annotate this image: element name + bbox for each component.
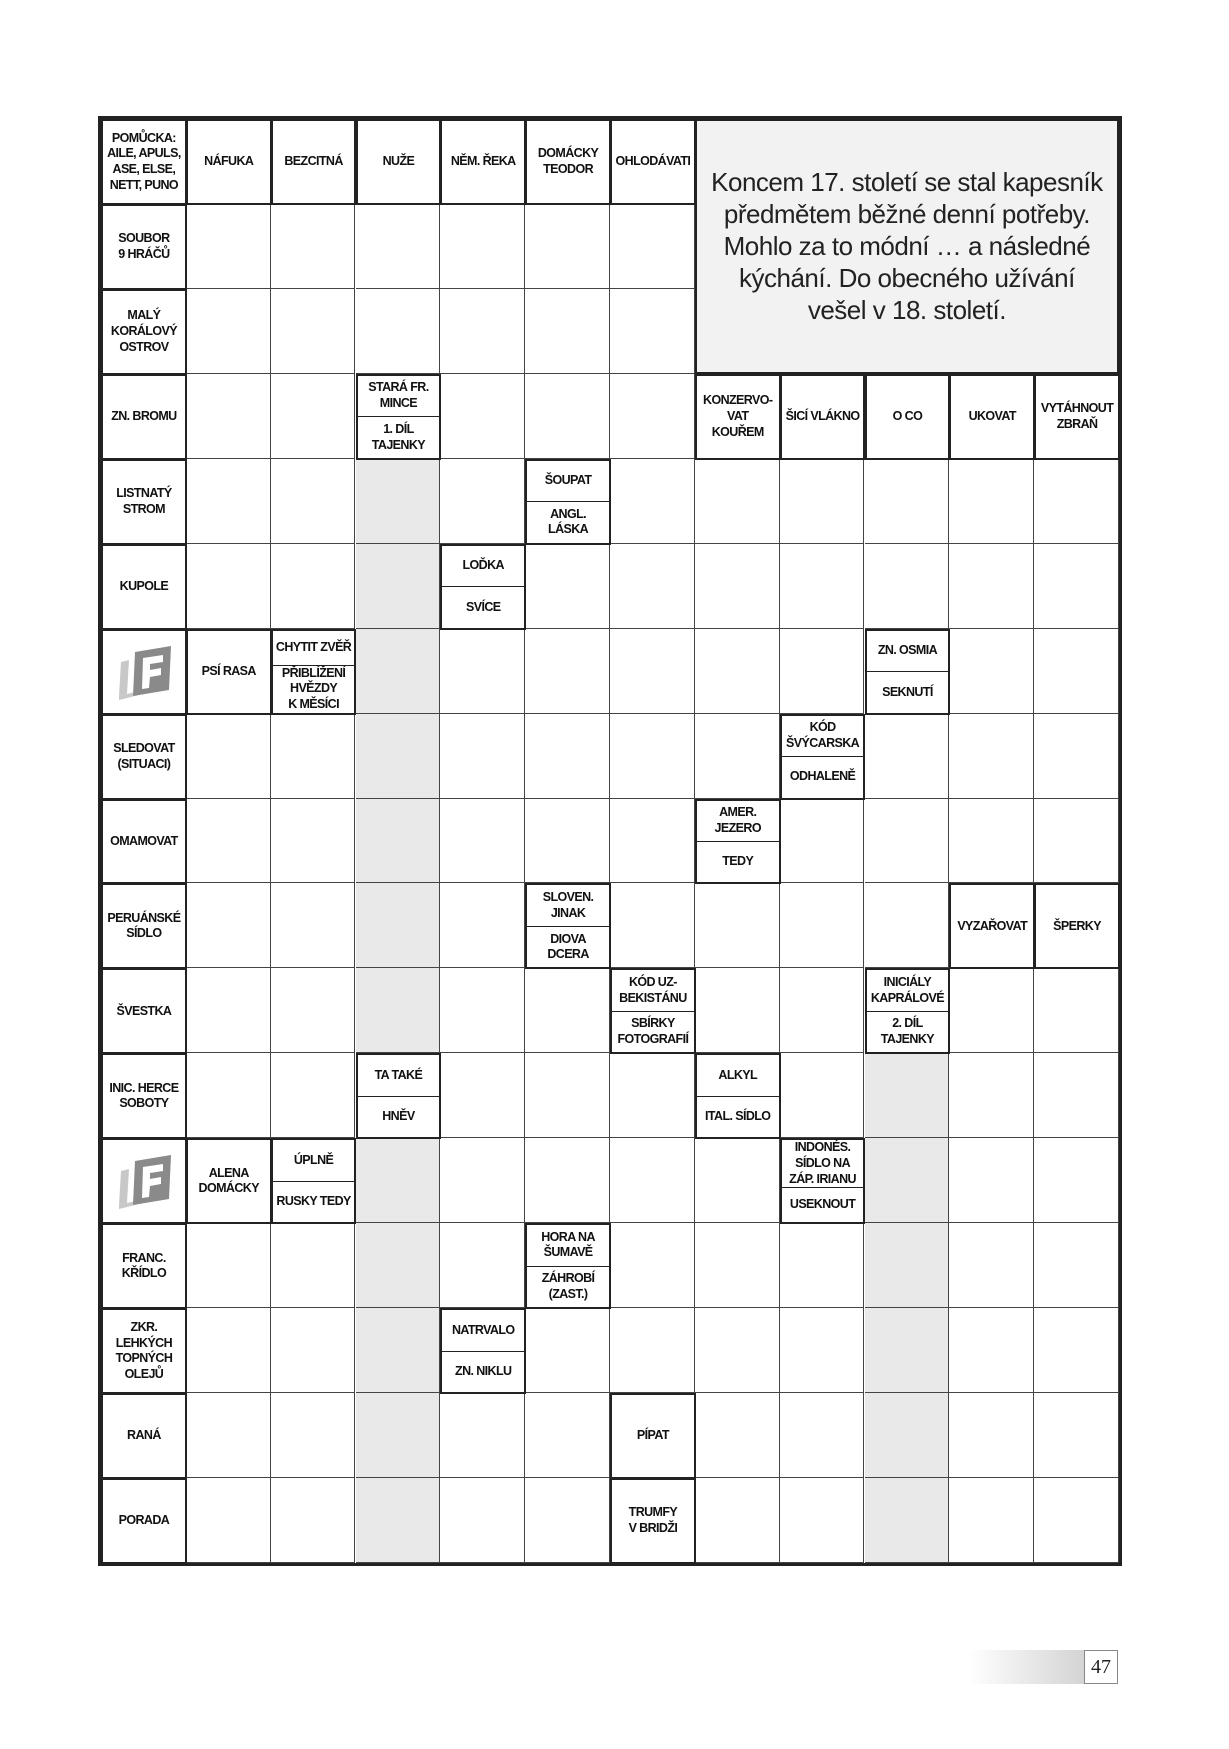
answer-cell[interactable] (440, 459, 525, 544)
clue-cell-vytahnout-zbran (1034, 374, 1120, 460)
answer-cell[interactable] (610, 204, 695, 289)
answer-cell[interactable] (186, 204, 271, 289)
answer-cell[interactable] (865, 459, 950, 544)
clue-text: NATRVALO (451, 1322, 515, 1337)
clue-cell-ukovat (949, 374, 1035, 460)
answer-cell[interactable] (186, 1308, 271, 1393)
clue-text: AMER. JEZERO (714, 805, 761, 835)
answer-cell[interactable] (610, 883, 695, 968)
answer-cell[interactable] (271, 883, 356, 968)
answer-cell[interactable] (525, 968, 610, 1053)
answer-cell[interactable] (525, 374, 610, 459)
answer-cell[interactable] (865, 714, 950, 799)
answer-cell[interactable] (695, 629, 780, 714)
answer-cell[interactable] (440, 883, 525, 968)
answer-cell[interactable] (271, 1308, 356, 1393)
answer-cell[interactable] (356, 1223, 441, 1308)
clue-cell-alena-domacky (186, 1138, 272, 1224)
answer-cell[interactable] (525, 1138, 610, 1223)
answer-cell[interactable] (1034, 714, 1119, 799)
answer-cell[interactable] (1034, 459, 1119, 544)
clue-text: PERUÁNSKÉ SÍDLO (107, 910, 181, 941)
clue-text: ŠICÍ VLÁKNO (785, 408, 860, 423)
answer-cell[interactable] (186, 883, 271, 968)
clue-cell-pipat (610, 1393, 696, 1479)
clue-cell-sperky (1034, 883, 1120, 969)
clue-text: VYTÁHNOUT ZBRAŇ (1040, 401, 1114, 431)
answer-cell[interactable] (356, 544, 441, 629)
answer-cell[interactable] (949, 629, 1034, 714)
answer-cell[interactable] (186, 374, 271, 459)
answer-cell[interactable] (1034, 1393, 1119, 1478)
answer-cell[interactable] (440, 799, 525, 884)
answer-cell[interactable] (525, 1053, 610, 1138)
page-number: 47 (1084, 1650, 1118, 1684)
answer-cell[interactable] (271, 1223, 356, 1308)
answer-cell[interactable] (695, 1478, 780, 1563)
clue-text: NÁFUKA (204, 154, 254, 169)
clue-cell-amer-jezero (695, 799, 781, 885)
answer-cell[interactable] (440, 714, 525, 799)
clue-text: HORA NA ŠUMAVĚ (541, 1229, 595, 1260)
answer-cell[interactable] (356, 204, 441, 289)
clue-cell-vyzarovat (949, 883, 1035, 969)
answer-cell[interactable] (780, 629, 865, 714)
answer-cell[interactable] (356, 289, 441, 374)
clue-cell-indones-sidlo (780, 1138, 866, 1224)
answer-cell[interactable] (1034, 799, 1119, 884)
answer-cell[interactable] (780, 1223, 865, 1308)
answer-cell[interactable] (865, 1308, 950, 1393)
answer-cell[interactable] (271, 374, 356, 459)
clue-text: SEKNUTÍ (867, 671, 949, 712)
answer-cell[interactable] (780, 1308, 865, 1393)
clue-text: ALKYL (718, 1067, 758, 1082)
clue-text: DIOVA DCERA (527, 926, 609, 967)
clue-cell-inicaly-kapralove (865, 968, 951, 1054)
answer-cell[interactable] (186, 289, 271, 374)
clue-cell-locka (440, 544, 526, 630)
clue-text: ANGL. LÁSKA (527, 501, 609, 542)
clue-text: HNĚV (358, 1096, 440, 1137)
lf-logo-icon (101, 629, 187, 715)
answer-cell[interactable] (1034, 629, 1119, 714)
answer-cell[interactable] (525, 629, 610, 714)
clue-cell-kod-uzbekistanu (610, 968, 696, 1054)
answer-cell[interactable] (525, 544, 610, 629)
answer-cell[interactable] (780, 1478, 865, 1563)
clue-text: SBÍRKY FOTOGRAFIÍ (612, 1011, 694, 1052)
answer-cell[interactable] (440, 629, 525, 714)
clue-text: 2. DÍL TAJENKY (867, 1011, 949, 1052)
answer-cell[interactable] (610, 714, 695, 799)
clue-text: DOMÁCKY TEODOR (537, 146, 599, 176)
answer-cell[interactable] (780, 968, 865, 1053)
answer-cell[interactable] (949, 544, 1034, 629)
clue-cell-nem-reka (440, 119, 526, 205)
answer-cell[interactable] (1034, 1223, 1119, 1308)
answer-cell[interactable] (440, 289, 525, 374)
answer-cell[interactable] (356, 1138, 441, 1223)
clue-cell-inic-herce (101, 1053, 187, 1139)
clue-text: RUSKY TEDY (273, 1181, 355, 1222)
clue-text: ALENA DOMÁCKY (198, 1165, 259, 1196)
clue-text: ŠVESTKA (116, 1003, 172, 1018)
clue-text: ZÁHROBÍ (ZAST.) (527, 1266, 609, 1307)
clue-text: POMŮCKA: AILE, APULS, ASE, ELSE, NETT, PUNO (107, 130, 181, 192)
answer-cell[interactable] (186, 1393, 271, 1478)
answer-cell[interactable] (949, 459, 1034, 544)
answer-cell[interactable] (525, 1393, 610, 1478)
clue-cell-svestka (101, 968, 187, 1054)
clue-cell-hora-na-sumave (525, 1223, 611, 1309)
answer-cell[interactable] (949, 1223, 1034, 1308)
clue-text: PÍPAT (636, 1428, 669, 1443)
answer-cell[interactable] (525, 204, 610, 289)
answer-cell[interactable] (949, 1308, 1034, 1393)
clue-cell-peruanske-sidlo (101, 883, 187, 969)
clue-text: OHLODÁVATI (615, 154, 691, 169)
answer-cell[interactable] (695, 714, 780, 799)
clue-cell-konzervovat (695, 374, 781, 460)
answer-cell[interactable] (695, 968, 780, 1053)
clue-text: ZN. NIKLU (442, 1351, 524, 1392)
answer-cell[interactable] (1034, 1478, 1119, 1563)
clue-cell-pomucka (101, 119, 187, 205)
answer-cell[interactable] (525, 714, 610, 799)
clue-text: TA TAKÉ (374, 1067, 423, 1082)
answer-cell[interactable] (356, 883, 441, 968)
clue-text: VYZAŘOVAT (957, 918, 1028, 933)
answer-cell[interactable] (271, 1478, 356, 1563)
clue-text: UKOVAT (968, 408, 1016, 423)
clue-text: SLEDOVAT (SITUACI) (113, 740, 175, 771)
answer-cell[interactable] (186, 714, 271, 799)
clue-cell-nafuka (186, 119, 272, 205)
clue-text: SLOVEN. JINAK (542, 890, 594, 920)
clue-text: 1. DÍL TAJENKY (358, 416, 440, 457)
clue-cell-natrvalo (440, 1308, 526, 1394)
answer-cell[interactable] (610, 459, 695, 544)
clue-cell-stara-fr-mince (356, 374, 442, 460)
answer-cell[interactable] (695, 883, 780, 968)
clue-text: O CO (892, 408, 923, 423)
clue-text: INICIÁLY KAPRÁLOVÉ (870, 975, 944, 1005)
clue-text: NĚM. ŘEKA (450, 154, 516, 169)
answer-cell[interactable] (440, 1478, 525, 1563)
answer-cell[interactable] (780, 1053, 865, 1138)
clue-text: ZKR. LEHKÝCH TOPNÝCH OLEJŮ (115, 1319, 173, 1381)
answer-cell[interactable] (949, 1053, 1034, 1138)
clue-text: OMAMOVAT (110, 833, 178, 848)
answer-cell[interactable] (780, 544, 865, 629)
answer-cell[interactable] (865, 1223, 950, 1308)
answer-cell[interactable] (865, 1478, 950, 1563)
clue-cell-uplne (271, 1138, 357, 1224)
answer-cell[interactable] (695, 544, 780, 629)
answer-cell[interactable] (186, 544, 271, 629)
answer-cell[interactable] (949, 968, 1034, 1053)
clue-text: PŘIBLÍŽENÍ HVĚZDY K MĚSÍCI (273, 665, 355, 713)
answer-cell[interactable] (356, 799, 441, 884)
clue-cell-ohlodavati (610, 119, 696, 205)
clue-cell-soupat (525, 459, 611, 545)
answer-cell[interactable] (271, 289, 356, 374)
answer-cell[interactable] (271, 968, 356, 1053)
answer-cell[interactable] (525, 289, 610, 374)
clue-text: ZN. OSMIA (877, 643, 937, 658)
answer-cell[interactable] (780, 1393, 865, 1478)
clue-text: KONZERVO- VAT KOUŘEM (703, 393, 773, 439)
answer-cell[interactable] (610, 629, 695, 714)
clue-text: ZN. BROMU (111, 408, 177, 423)
answer-cell[interactable] (865, 544, 950, 629)
answer-cell[interactable] (440, 204, 525, 289)
clue-text: INIC. HERCE SOBOTY (109, 1080, 179, 1111)
answer-cell[interactable] (1034, 968, 1119, 1053)
clue-cell-listnaty-strom (101, 459, 187, 545)
clue-cell-soubor (101, 204, 187, 290)
clue-text: PORADA (118, 1513, 170, 1528)
answer-cell[interactable] (695, 1393, 780, 1478)
answer-cell[interactable] (356, 629, 441, 714)
clue-cell-psi-rasa (186, 629, 272, 715)
clue-text: LOĎKA (462, 558, 504, 573)
clue-text: SOUBOR 9 HRÁČŮ (118, 231, 170, 261)
answer-cell[interactable] (780, 799, 865, 884)
answer-cell[interactable] (271, 544, 356, 629)
answer-cell[interactable] (610, 1138, 695, 1223)
answer-cell[interactable] (780, 883, 865, 968)
answer-cell[interactable] (610, 799, 695, 884)
answer-cell[interactable] (271, 799, 356, 884)
puzzle-question-box (695, 119, 1119, 374)
answer-cell[interactable] (695, 1223, 780, 1308)
answer-cell[interactable] (440, 1138, 525, 1223)
answer-cell[interactable] (186, 1053, 271, 1138)
clue-text: USEKNOUT (782, 1187, 864, 1222)
clue-cell-kod-svycarska (780, 714, 866, 800)
clue-cell-chytit-zver (271, 629, 357, 715)
clue-text: MALÝ KORÁLOVÝ OSTROV (110, 308, 177, 354)
answer-cell[interactable] (525, 1308, 610, 1393)
clue-text: ODHALENĚ (782, 756, 864, 797)
answer-cell[interactable] (271, 1053, 356, 1138)
answer-cell[interactable] (271, 459, 356, 544)
clue-cell-trumfy (610, 1478, 696, 1564)
clue-cell-nuze (356, 119, 442, 205)
answer-cell[interactable] (186, 1478, 271, 1563)
clue-text: SVÍCE (442, 586, 524, 627)
answer-cell[interactable] (271, 1393, 356, 1478)
answer-cell[interactable] (440, 374, 525, 459)
clue-text: TRUMFY V BRIDŽI (628, 1505, 678, 1536)
answer-cell[interactable] (865, 1138, 950, 1223)
answer-cell[interactable] (186, 459, 271, 544)
answer-cell[interactable] (356, 1308, 441, 1393)
clue-text: PSÍ RASA (201, 663, 256, 678)
answer-cell[interactable] (356, 714, 441, 799)
clue-cell-zn-bromu (101, 374, 187, 460)
answer-cell[interactable] (949, 1393, 1034, 1478)
answer-cell[interactable] (440, 1393, 525, 1478)
clue-cell-sloven-jinak (525, 883, 611, 969)
clue-cell-zkr-lehkych (101, 1308, 187, 1394)
answer-cell[interactable] (440, 1053, 525, 1138)
answer-cell[interactable] (610, 1053, 695, 1138)
clue-cell-kupole (101, 544, 187, 630)
clue-cell-o-co (865, 374, 951, 460)
clue-text: ÚPLNĚ (293, 1152, 334, 1167)
crossword-grid (98, 116, 1122, 1566)
clue-text: CHYTIT ZVĚŘ (275, 639, 352, 654)
answer-cell[interactable] (865, 883, 950, 968)
answer-cell[interactable] (695, 1138, 780, 1223)
clue-text: INDONÉS. SÍDLO NA ZÁP. IRIANU (789, 1140, 856, 1186)
answer-cell[interactable] (356, 1478, 441, 1563)
answer-cell[interactable] (440, 968, 525, 1053)
clue-cell-domacky-teodor (525, 119, 611, 205)
answer-cell[interactable] (949, 1478, 1034, 1563)
answer-cell[interactable] (949, 799, 1034, 884)
answer-cell[interactable] (610, 544, 695, 629)
clue-text: BEZCITNÁ (284, 154, 343, 169)
clue-text: NUŽE (382, 154, 415, 169)
answer-cell[interactable] (949, 1138, 1034, 1223)
clue-text: STARÁ FR. MINCE (368, 380, 429, 411)
answer-cell[interactable] (1034, 544, 1119, 629)
answer-cell[interactable] (356, 459, 441, 544)
answer-cell[interactable] (610, 289, 695, 374)
answer-cell[interactable] (525, 1478, 610, 1563)
answer-cell[interactable] (865, 1053, 950, 1138)
answer-cell[interactable] (610, 374, 695, 459)
puzzle-question-text: Koncem 17. století se stal kapesník předmětem běžné denní potřeby. Mohlo za to módní … a následné kýchání. Do obecného užívání vešel v 18. století. (711, 167, 1103, 326)
lf-logo-icon (113, 644, 175, 700)
answer-cell[interactable] (1034, 1308, 1119, 1393)
clue-cell-omamovat (101, 799, 187, 885)
answer-cell[interactable] (949, 714, 1034, 799)
answer-cell[interactable] (186, 799, 271, 884)
answer-cell[interactable] (440, 1223, 525, 1308)
clue-text: ŠPERKY (1053, 918, 1101, 933)
answer-cell[interactable] (1034, 1053, 1119, 1138)
clue-cell-franc-kridlo (101, 1223, 187, 1309)
clue-cell-bezcitna (271, 119, 357, 205)
clue-cell-porada (101, 1478, 187, 1564)
answer-cell[interactable] (356, 968, 441, 1053)
clue-text: ŠOUPAT (544, 473, 592, 488)
answer-cell[interactable] (610, 1223, 695, 1308)
clue-text: KÓD UZ- BEKISTÁNU (619, 975, 687, 1005)
answer-cell[interactable] (271, 204, 356, 289)
clue-text: ITAL. SÍDLO (697, 1096, 779, 1137)
clue-cell-sici-vlakno (780, 374, 866, 460)
answer-cell[interactable] (865, 799, 950, 884)
answer-cell[interactable] (356, 1393, 441, 1478)
answer-cell[interactable] (695, 459, 780, 544)
answer-cell[interactable] (780, 459, 865, 544)
answer-cell[interactable] (186, 1223, 271, 1308)
clue-text: TEDY (697, 841, 779, 882)
lf-logo-icon (113, 1153, 175, 1209)
clue-cell-maly-koralovy (101, 289, 187, 375)
clue-cell-ta-take (356, 1053, 442, 1139)
answer-cell[interactable] (610, 1308, 695, 1393)
clue-cell-sledovat (101, 714, 187, 800)
clue-text: KÓD ŠVÝCARSKA (786, 720, 860, 750)
page-number-strip (968, 1650, 1084, 1684)
clue-text: KUPOLE (119, 578, 169, 593)
answer-cell[interactable] (271, 714, 356, 799)
clue-text: FRANC. KŘÍDLO (121, 1250, 167, 1281)
answer-cell[interactable] (695, 1308, 780, 1393)
clue-cell-zn-osmia (865, 629, 951, 715)
clue-cell-alkyl (695, 1053, 781, 1139)
answer-cell[interactable] (186, 968, 271, 1053)
answer-cell[interactable] (525, 799, 610, 884)
clue-text: LISTNATÝ STROM (116, 486, 172, 516)
clue-cell-rana (101, 1393, 187, 1479)
answer-cell[interactable] (1034, 1138, 1119, 1223)
clue-text: RANÁ (127, 1428, 161, 1443)
answer-cell[interactable] (865, 1393, 950, 1478)
lf-logo-icon (101, 1138, 187, 1224)
